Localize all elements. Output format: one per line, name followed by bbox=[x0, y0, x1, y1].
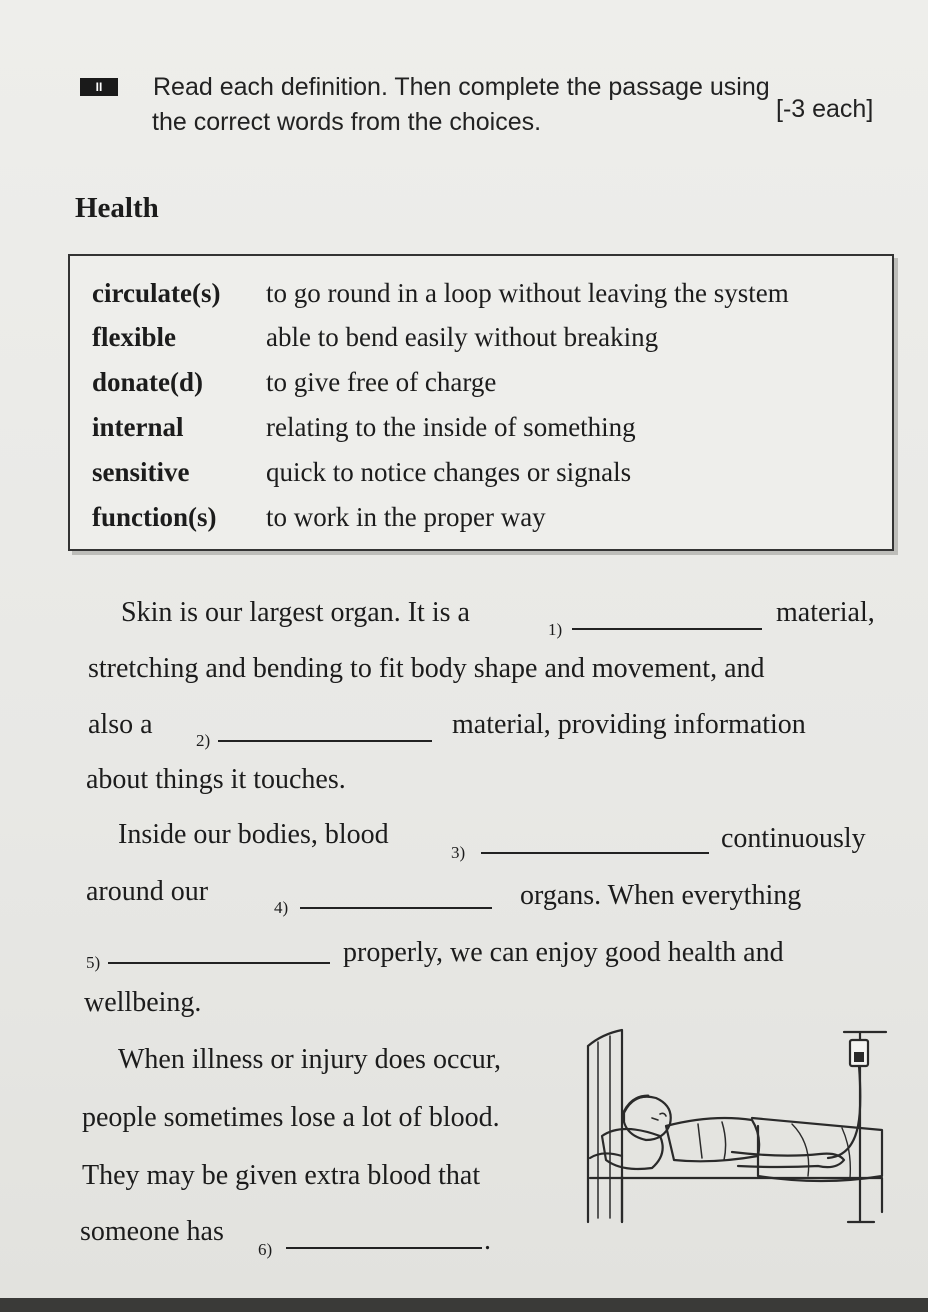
blank-number-4: 4) bbox=[274, 898, 289, 917]
passage-line-1a: Skin is our largest organ. It is a bbox=[121, 597, 470, 628]
bed-headboard bbox=[588, 1030, 622, 1222]
word-box bbox=[68, 254, 894, 551]
passage-line-3b: material, providing information bbox=[452, 709, 806, 740]
blank-number-2: 2) bbox=[196, 731, 211, 750]
passage-period: . bbox=[484, 1225, 491, 1256]
iv-tube bbox=[828, 1066, 860, 1158]
patient-body bbox=[666, 1118, 759, 1161]
passage-line-2: stretching and bending to fit body shape and movement, and bbox=[88, 653, 765, 684]
instruction-line-2: the correct words from the choices. bbox=[152, 108, 542, 136]
passage-line-6b: organs. When everything bbox=[520, 880, 802, 911]
passage-line-5a: Inside our bodies, blood bbox=[118, 819, 389, 850]
definition-function: to work in the proper way bbox=[266, 502, 546, 532]
passage-line-6a: around our bbox=[86, 876, 209, 907]
term-donate: donate(d) bbox=[92, 367, 204, 397]
blank-number-6: 6) bbox=[258, 1240, 273, 1259]
page-bottom-edge bbox=[0, 1298, 928, 1312]
passage-line-7b: properly, we can enjoy good health and bbox=[343, 937, 784, 968]
term-internal: internal bbox=[92, 412, 184, 442]
blank-number-1: 1) bbox=[548, 620, 563, 639]
blanket bbox=[752, 1118, 882, 1181]
definition-circulate: to go round in a loop without leaving the system bbox=[266, 278, 789, 308]
definition-donate: to give free of charge bbox=[266, 367, 497, 397]
blank-number-5: 5) bbox=[86, 953, 101, 972]
term-flexible: flexible bbox=[92, 322, 176, 352]
term-function: function(s) bbox=[92, 502, 217, 532]
passage-line-11: They may be given extra blood that bbox=[82, 1160, 481, 1191]
points-label: [-3 each] bbox=[776, 95, 874, 123]
patient-arm bbox=[732, 1152, 844, 1167]
answer-blank-6[interactable] bbox=[286, 1247, 482, 1249]
passage-line-5b: continuously bbox=[721, 823, 866, 854]
passage-line-1b: material, bbox=[776, 597, 875, 628]
blank-number-3: 3) bbox=[451, 843, 466, 862]
passage-line-10: people sometimes lose a lot of blood. bbox=[82, 1102, 500, 1133]
answer-blank-1[interactable] bbox=[572, 628, 762, 630]
passage-line-8: wellbeing. bbox=[84, 987, 202, 1018]
section-heading: Health bbox=[75, 192, 159, 224]
answer-blank-4[interactable] bbox=[300, 907, 492, 909]
section-badge: II bbox=[80, 78, 118, 96]
answer-blank-5[interactable] bbox=[108, 962, 330, 964]
definition-sensitive: quick to notice changes or signals bbox=[266, 457, 632, 487]
passage-line-4: about things it touches. bbox=[86, 764, 346, 795]
passage-line-9: When illness or injury does occur, bbox=[118, 1044, 502, 1075]
answer-blank-2[interactable] bbox=[218, 740, 432, 742]
term-circulate: circulate(s) bbox=[92, 278, 221, 308]
definition-internal: relating to the inside of something bbox=[266, 412, 636, 442]
instruction-line-1: Read each definition. Then complete the passage using bbox=[153, 73, 770, 101]
definition-flexible: able to bend easily without breaking bbox=[266, 322, 659, 352]
hospital-bed-illustration bbox=[582, 1026, 900, 1226]
answer-blank-3[interactable] bbox=[481, 852, 709, 854]
term-sensitive: sensitive bbox=[92, 457, 190, 487]
bed-mattress bbox=[590, 1176, 882, 1222]
passage-line-12a: someone has bbox=[80, 1216, 224, 1247]
passage-line-3a: also a bbox=[88, 709, 153, 740]
